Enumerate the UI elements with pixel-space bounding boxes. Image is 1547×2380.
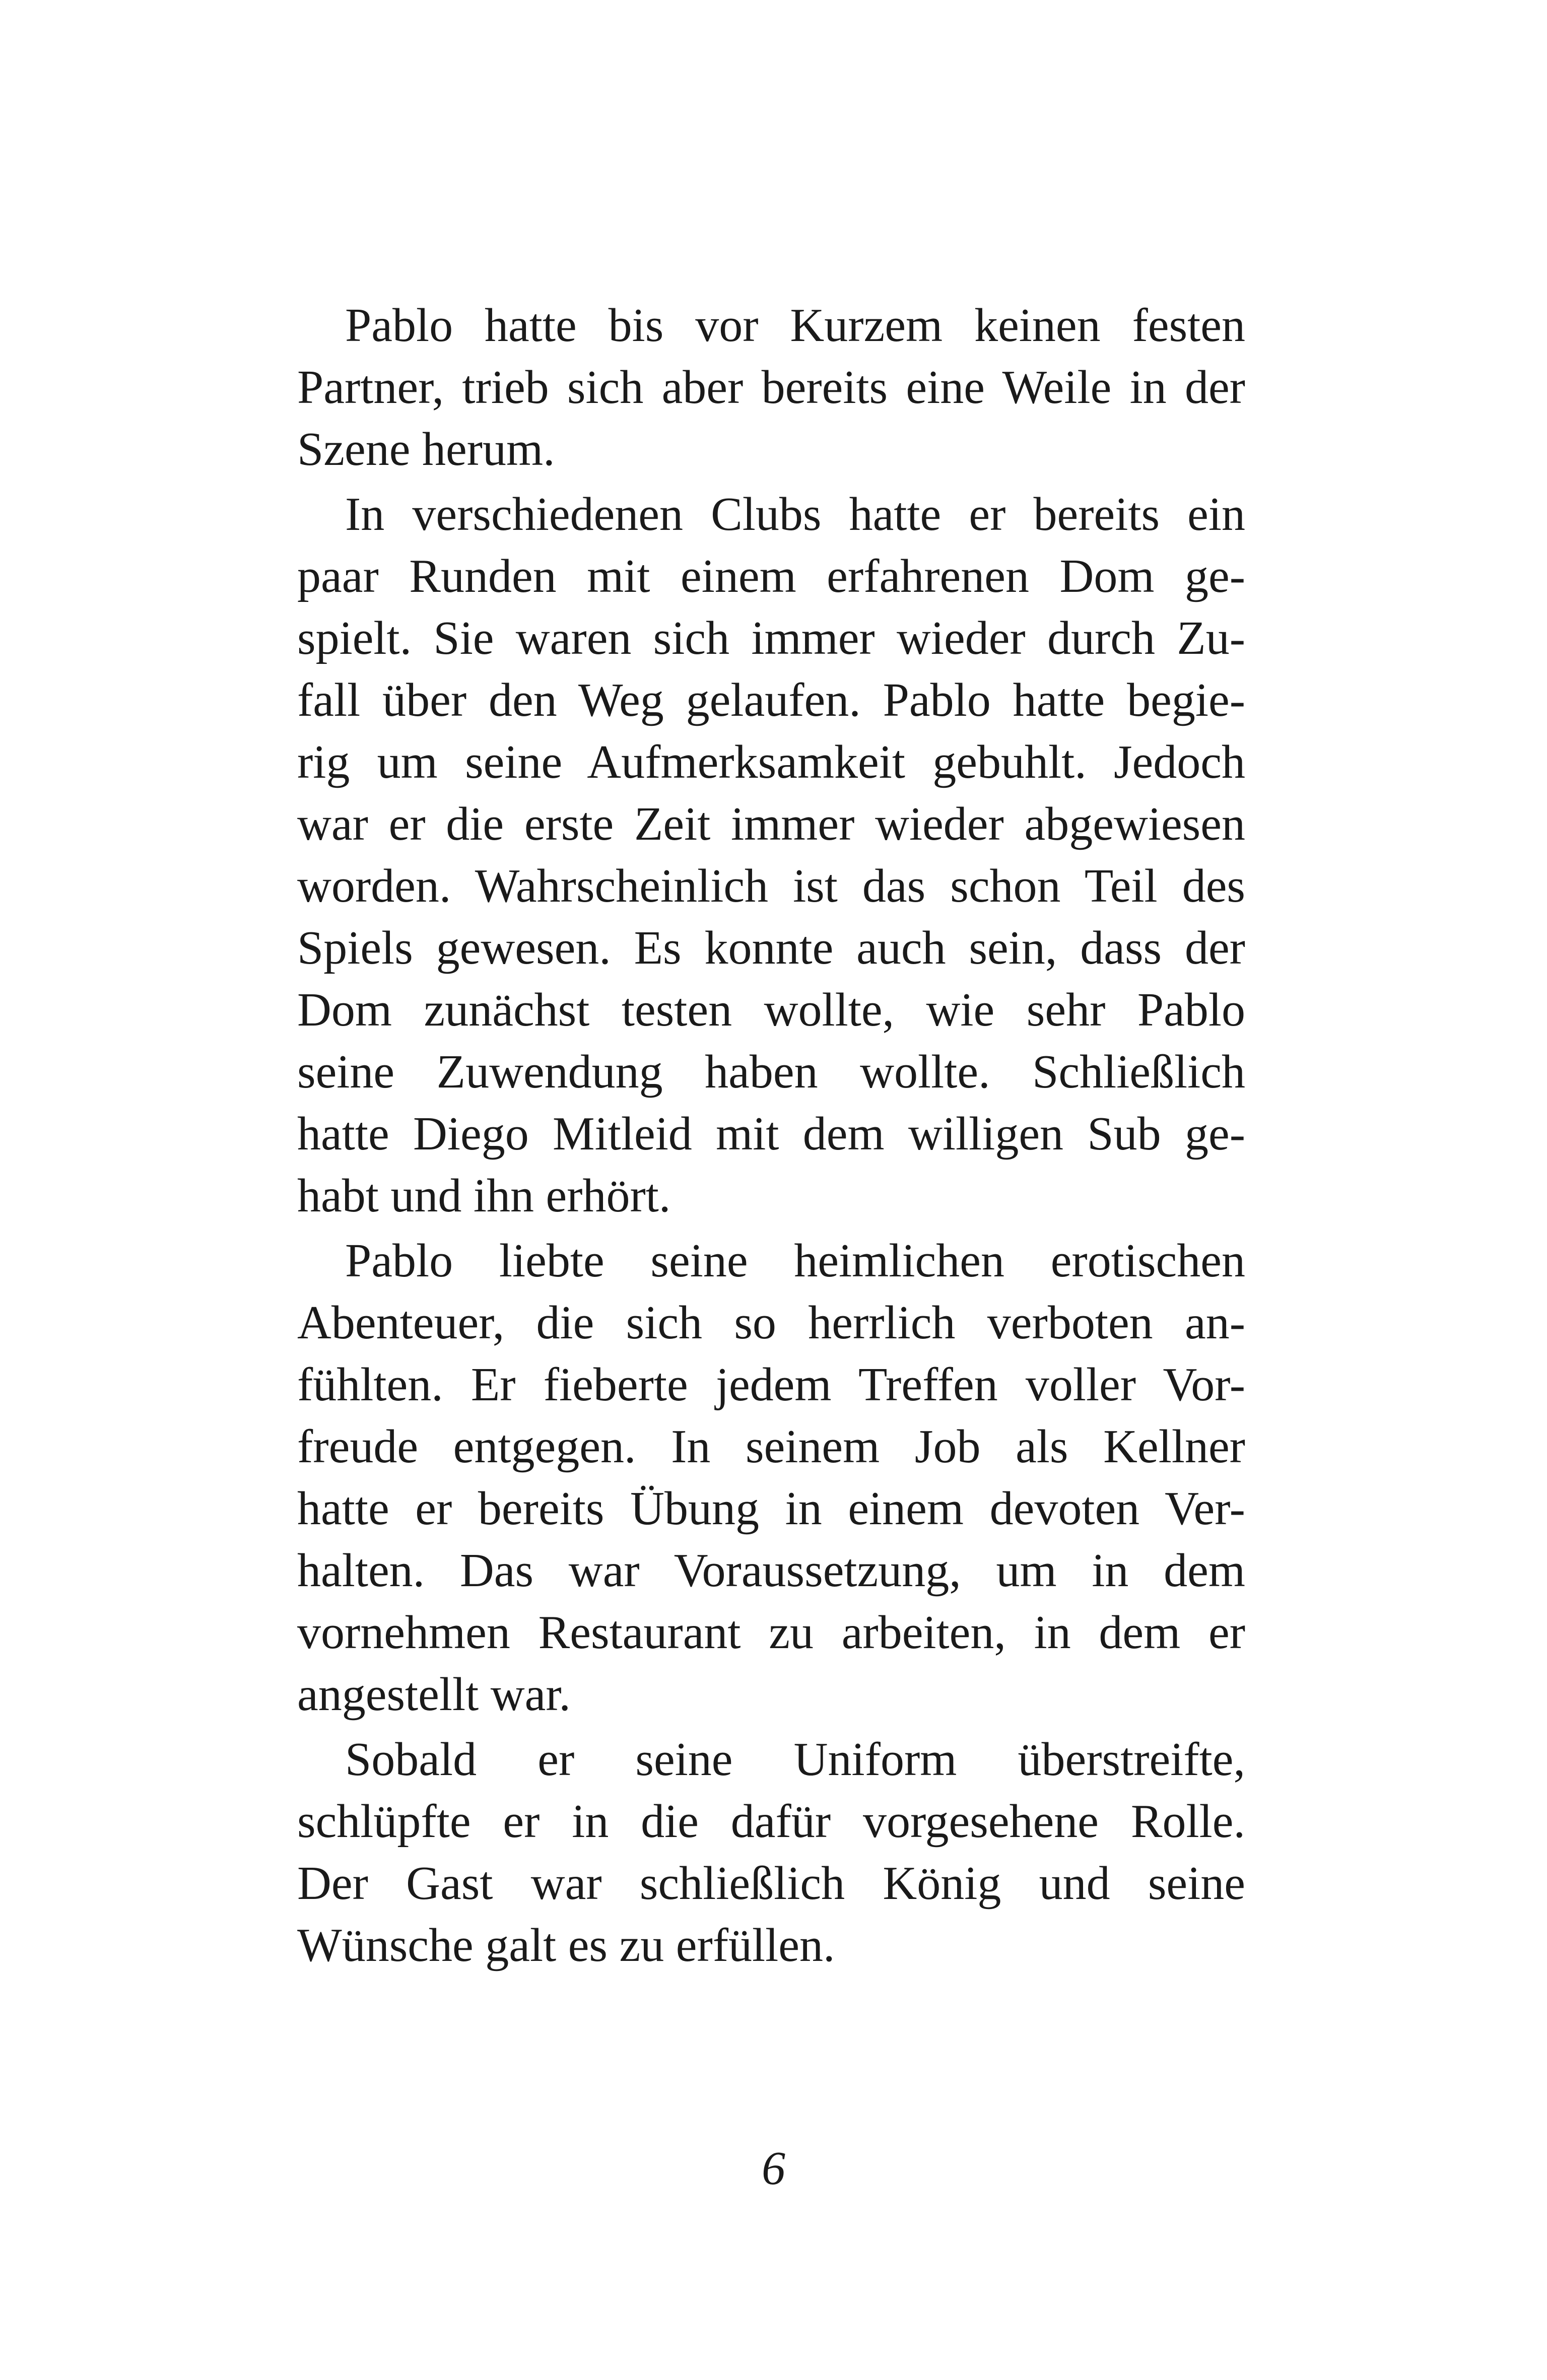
text-line: Der Gast war schließlich König und seine	[297, 1857, 1245, 1910]
text-line: Spiels gewesen. Es konnte auch sein, dass der	[297, 922, 1245, 974]
paragraph-4	[297, 1729, 1245, 1977]
text-line: war er die erste Zeit immer wieder abgewiesen	[297, 798, 1245, 850]
text-line: halten. Das war Voraussetzung, um in dem	[297, 1544, 1245, 1597]
text-line: Partner, trieb sich aber bereits eine Weile in der	[297, 361, 1245, 414]
text-line: fühlten. Er fieberte jedem Treffen voller Vor-	[297, 1358, 1245, 1411]
text-line: spielt. Sie waren sich immer wieder durch Zu-	[297, 612, 1245, 664]
text-line: Sobald er seine Uniform überstreifte,	[345, 1733, 1245, 1786]
body-text	[297, 295, 1245, 1980]
text-line: seine Zuwendung haben wollte. Schließlich	[297, 1046, 1245, 1098]
text-line: Pablo liebte seine heimlichen erotischen	[345, 1235, 1245, 1287]
text-line: angestellt war.	[297, 1668, 571, 1721]
text-line: Szene herum.	[297, 423, 555, 475]
text-line: Wünsche galt es zu erfüllen.	[297, 1919, 835, 1971]
text-line: hatte er bereits Übung in einem devoten Ver-	[297, 1482, 1245, 1535]
text-line: Dom zunächst testen wollte, wie sehr Pablo	[297, 984, 1245, 1036]
paragraph-3	[297, 1230, 1245, 1726]
paragraph-1	[297, 295, 1245, 481]
text-line: vornehmen Restaurant zu arbeiten, in dem er	[297, 1606, 1245, 1659]
text-line: paar Runden mit einem erfahrenen Dom ge-	[297, 550, 1245, 602]
text-line: Abenteuer, die sich so herrlich verboten an-	[297, 1297, 1245, 1349]
page-number: 6	[762, 2142, 785, 2195]
text-line: hatte Diego Mitleid mit dem willigen Sub ge-	[297, 1108, 1245, 1160]
text-line: Pablo hatte bis vor Kurzem keinen festen	[345, 299, 1245, 352]
text-line: habt und ihn erhört.	[297, 1170, 671, 1222]
text-line: In verschiedenen Clubs hatte er bereits ein	[345, 488, 1245, 540]
text-line: fall über den Weg gelaufen. Pablo hatte begie-	[297, 674, 1245, 726]
text-line: rig um seine Aufmerksamkeit gebuhlt. Jedoch	[297, 736, 1245, 788]
text-line: worden. Wahrscheinlich ist das schon Teil des	[297, 860, 1245, 912]
text-line: schlüpfte er in die dafür vorgesehene Rolle.	[297, 1795, 1245, 1848]
paragraph-2	[297, 484, 1245, 1227]
text-line: freude entgegen. In seinem Job als Kellner	[297, 1420, 1245, 1473]
